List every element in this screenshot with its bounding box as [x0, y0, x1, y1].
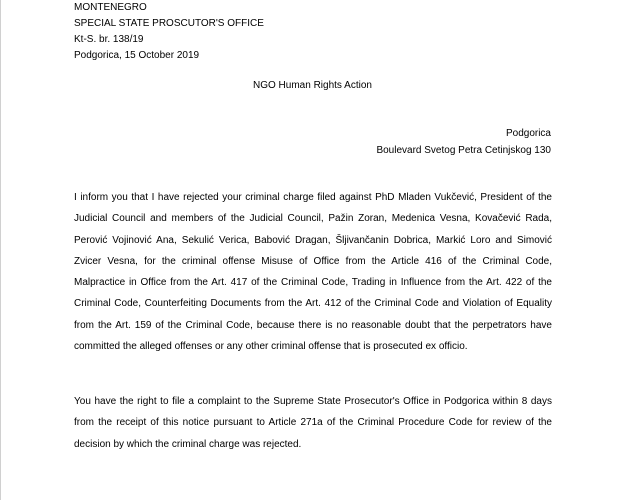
body-paragraph-rejection: I inform you that I have rejected your criminal charge filed against PhD Mladen Vukčević, President of the Judicial Council and members of the Judicial Council, Pažin Zoran, Medenica Vesna, Kovačević Rada, Perović Vojinović Ana, Sekulić Verica, Babović Dragan, Šljivančanin Dobrica, Markić Loro and Simović Zvicer Vesna, for the criminal offense Misuse of Office from the Article 416 of the Criminal Code, Malpractice in Office from the Art. 417 of the Criminal Code, Trading in Influence from the Art. 422 of the Criminal Code, Counterfeiting Documents from the Art. 412 of the Criminal Code and Violation of Equality from the Art. 159 of the Criminal Code, because there is no reasonable doubt that the perpetrators have committed the alleged offenses or any other criminal offense that is prosecuted ex officio. [74, 192, 552, 353]
header-office: SPECIAL STATE PROSCUTOR'S OFFICE [74, 18, 264, 29]
page-edge-divider [0, 0, 1, 500]
header-reference-number: Kt-S. br. 138/19 [74, 34, 144, 45]
address-street: Boulevard Svetog Petra Cetinjskog 130 [376, 145, 551, 156]
recipient-address [376, 125, 551, 159]
address-city: Podgorica [505, 128, 551, 139]
letter-header [74, 0, 264, 64]
body-paragraph-appeal-right: You have the right to file a complaint to the Supreme State Prosecutor's Office in Podgorica within 8 days from the receipt of this notice pursuant to Article 271a of the Criminal Procedure Code for review of the decision by which the criminal charge was rejected. [74, 396, 552, 450]
header-place-date: Podgorica, 15 October 2019 [74, 50, 200, 61]
recipient-name: NGO Human Rights Action [253, 80, 372, 91]
header-country: MONTENEGRO [74, 2, 147, 13]
